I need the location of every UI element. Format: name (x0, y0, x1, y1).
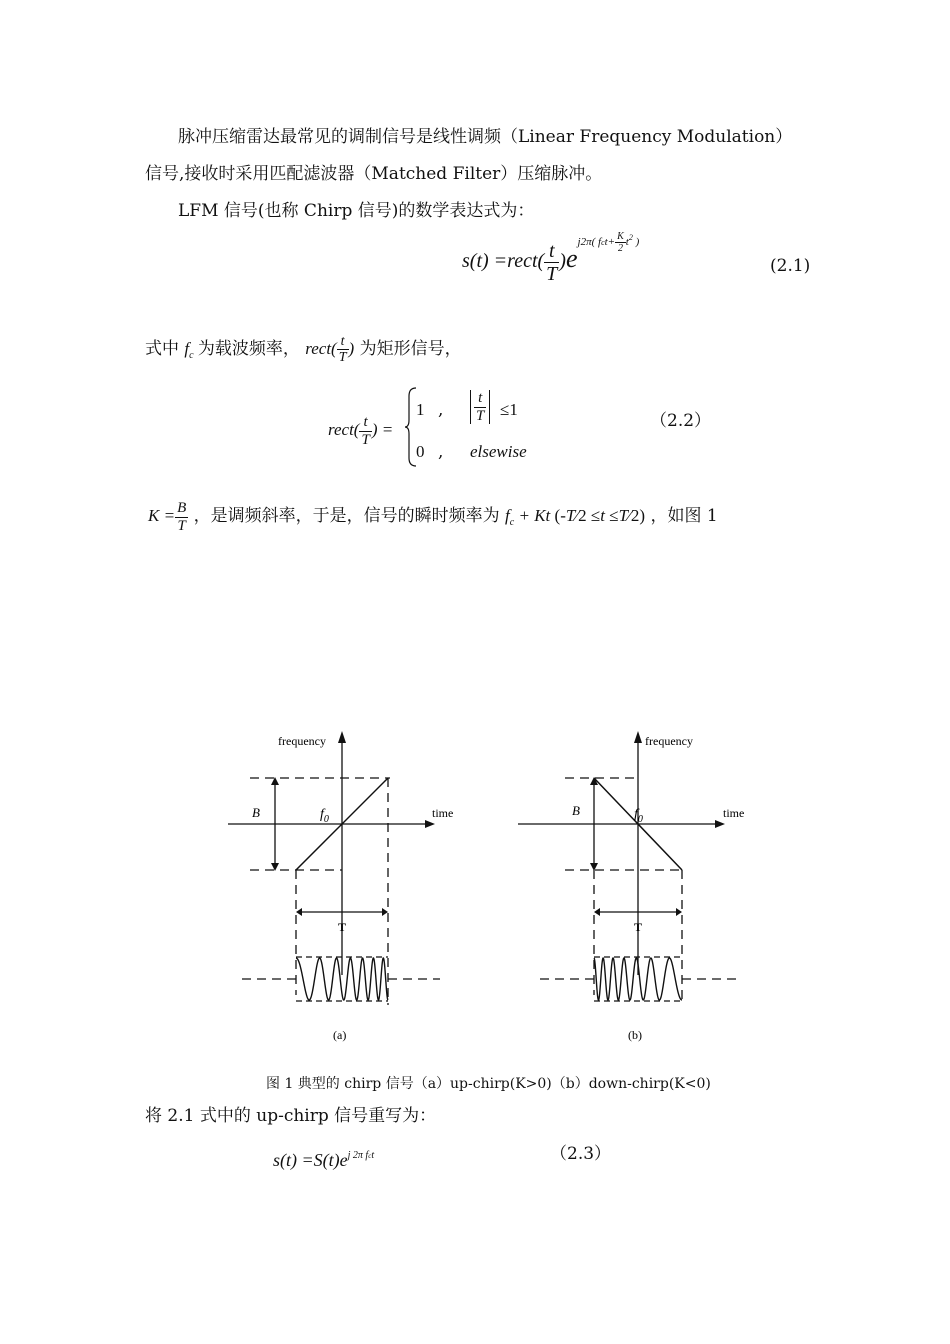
panel-a-duration-label: T (338, 920, 347, 934)
equation-2-2: rect( $\frac{t}{T}$ ) = 1 , $\frac{t}{T}$ ≤1 0 , elsewise (328, 388, 588, 468)
panel-a-label: (a) (333, 1028, 347, 1042)
equation-2-2-label: （2.2） (650, 411, 712, 431)
panel-b (518, 731, 744, 1042)
paragraph-3 (145, 334, 462, 366)
panel-a-x-label: time (432, 806, 454, 820)
panel-b-center-label: $f_0$ (634, 807, 643, 825)
panel-a-bandwidth-label: B (252, 805, 260, 820)
paragraph-3-prefix: 式中 (145, 338, 179, 359)
panel-a-y-label: frequency (278, 734, 326, 748)
equation-2-1: s(t) =rect( $\frac{t}{T}$ )$e^{j2\pi( fct+ \frac{K}{2} t^2 )}$ (462, 231, 640, 285)
case-1-condition: ≤1 (500, 400, 518, 419)
inline-rect: rect( $\frac{t}{T}$ ) (305, 334, 355, 366)
paragraph-4-suffix: ，如图 1 (650, 505, 718, 526)
panel-b-x-label: time (723, 806, 745, 820)
paragraph-5: 将 2.1 式中的 up-chirp 信号重写为： (145, 1106, 437, 1126)
down-chirp-waveform (594, 958, 682, 1000)
paragraph-2: LFM 信号(也称 Chirp 信号)的数学表达式为： (178, 201, 535, 221)
inline-inst-freq: $f_c + Kt$ (505, 505, 555, 528)
case-1-abs: $\frac{t}{T}$ (470, 390, 490, 424)
equation-2-1-label: (2.1) (770, 256, 811, 276)
equation-2-3: $s(t) =S(t)e^{j 2\pi fct}$ (273, 1150, 375, 1170)
figure-caption: 图 1 典型的 chirp 信号（a）up-chirp(K>0)（b）down-chirp(K<0) (266, 1076, 711, 1092)
paragraph-4-mid: ，是调频斜率，于是，信号的瞬时频率为 (193, 505, 500, 526)
panel-b-duration-label: T (634, 920, 643, 934)
panel-b-bandwidth-label: B (572, 803, 580, 818)
inline-fc: $f_c$ (184, 338, 194, 361)
case-2-value: 0 (416, 442, 425, 461)
inline-k-def: K = $\frac{B}{T}$ (148, 500, 187, 534)
panel-a-center-label: $f_0$ (320, 807, 329, 825)
case-2-condition: elsewise (470, 442, 527, 461)
panel-b-y-label: frequency (645, 734, 693, 748)
paragraph-4 (148, 500, 718, 540)
paragraph-1-line-1: 脉冲压缩雷达最常见的调制信号是线性调频（Linear Frequency Modulation） (178, 127, 793, 147)
equation-2-3-label: （2.3） (550, 1144, 612, 1164)
inline-time-range: (-T⁄2 ≤t ≤T⁄2) (554, 505, 646, 525)
panel-b-label: (b) (628, 1028, 642, 1042)
paragraph-1-line-2: 信号,接收时采用匹配滤波器（Matched Filter）压缩脉冲。 (145, 164, 603, 184)
paragraph-3-suffix: 为矩形信号， (359, 338, 462, 359)
chirp-figure (220, 725, 750, 1055)
paragraph-3-mid: 为载波频率， (197, 338, 300, 359)
panel-a (228, 731, 453, 1042)
case-1-value: 1 (416, 400, 425, 419)
